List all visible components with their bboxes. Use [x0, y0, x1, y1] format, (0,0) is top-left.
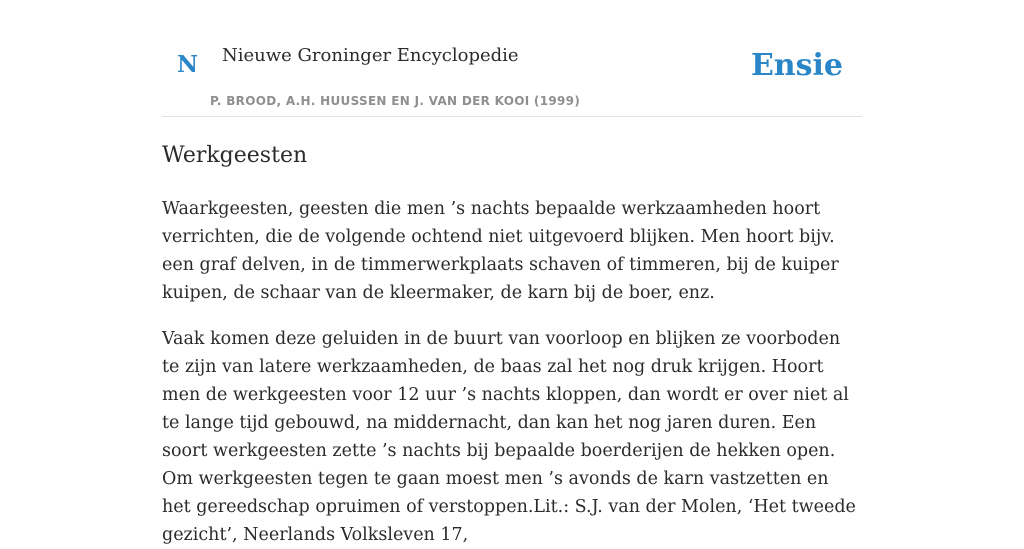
content-container [162, 0, 862, 549]
ensie-logo-link[interactable]: Ensie [750, 48, 843, 83]
entry-title: Werkgeesten [162, 143, 308, 168]
book-letter-icon[interactable]: N [177, 51, 199, 78]
book-authors: P. BROOD, A.H. HUUSSEN EN J. VAN DER KOOI (1999) [210, 94, 581, 108]
entry-paragraph-1: Waarkgeesten, geesten die men ’s nachts bepaalde werkzaamheden hoort verrichten, die de volgende ochtend niet uitgevoerd blijken. Men hoort bijv. een graf delven, in de timmerwerkplaats schaven of timmeren, bij de kuiper kuipen, de schaar van de kleermaker, de karn bij de boer, enz. [162, 198, 839, 303]
entry-paragraph-2: Vaak komen deze geluiden in de buurt van voorloop en blijken ze voorboden te zijn van latere werkzaamheden, de baas zal het nog druk krijgen. Hoort men de werkgeesten voor 12 uur ’s nachts kloppen, dan wordt er over niet al te lange tijd gebouwd, na middernacht, dan kan het nog jaren duren. Een soort werkgeesten zette ’s nachts bij bepaalde boerderijen de hekken open. Om werkgeesten tegen te gaan moest men ’s avonds de karn vastzetten en het gereedschap opruimen of verstoppen.Lit.: S.J. van der Molen, ‘Het tweede gezicht’, Neerlands Volksleven 17, [162, 328, 856, 545]
book-title-link[interactable]: Nieuwe Groninger Encyclopedie [222, 45, 519, 66]
entry-header [162, 0, 862, 117]
